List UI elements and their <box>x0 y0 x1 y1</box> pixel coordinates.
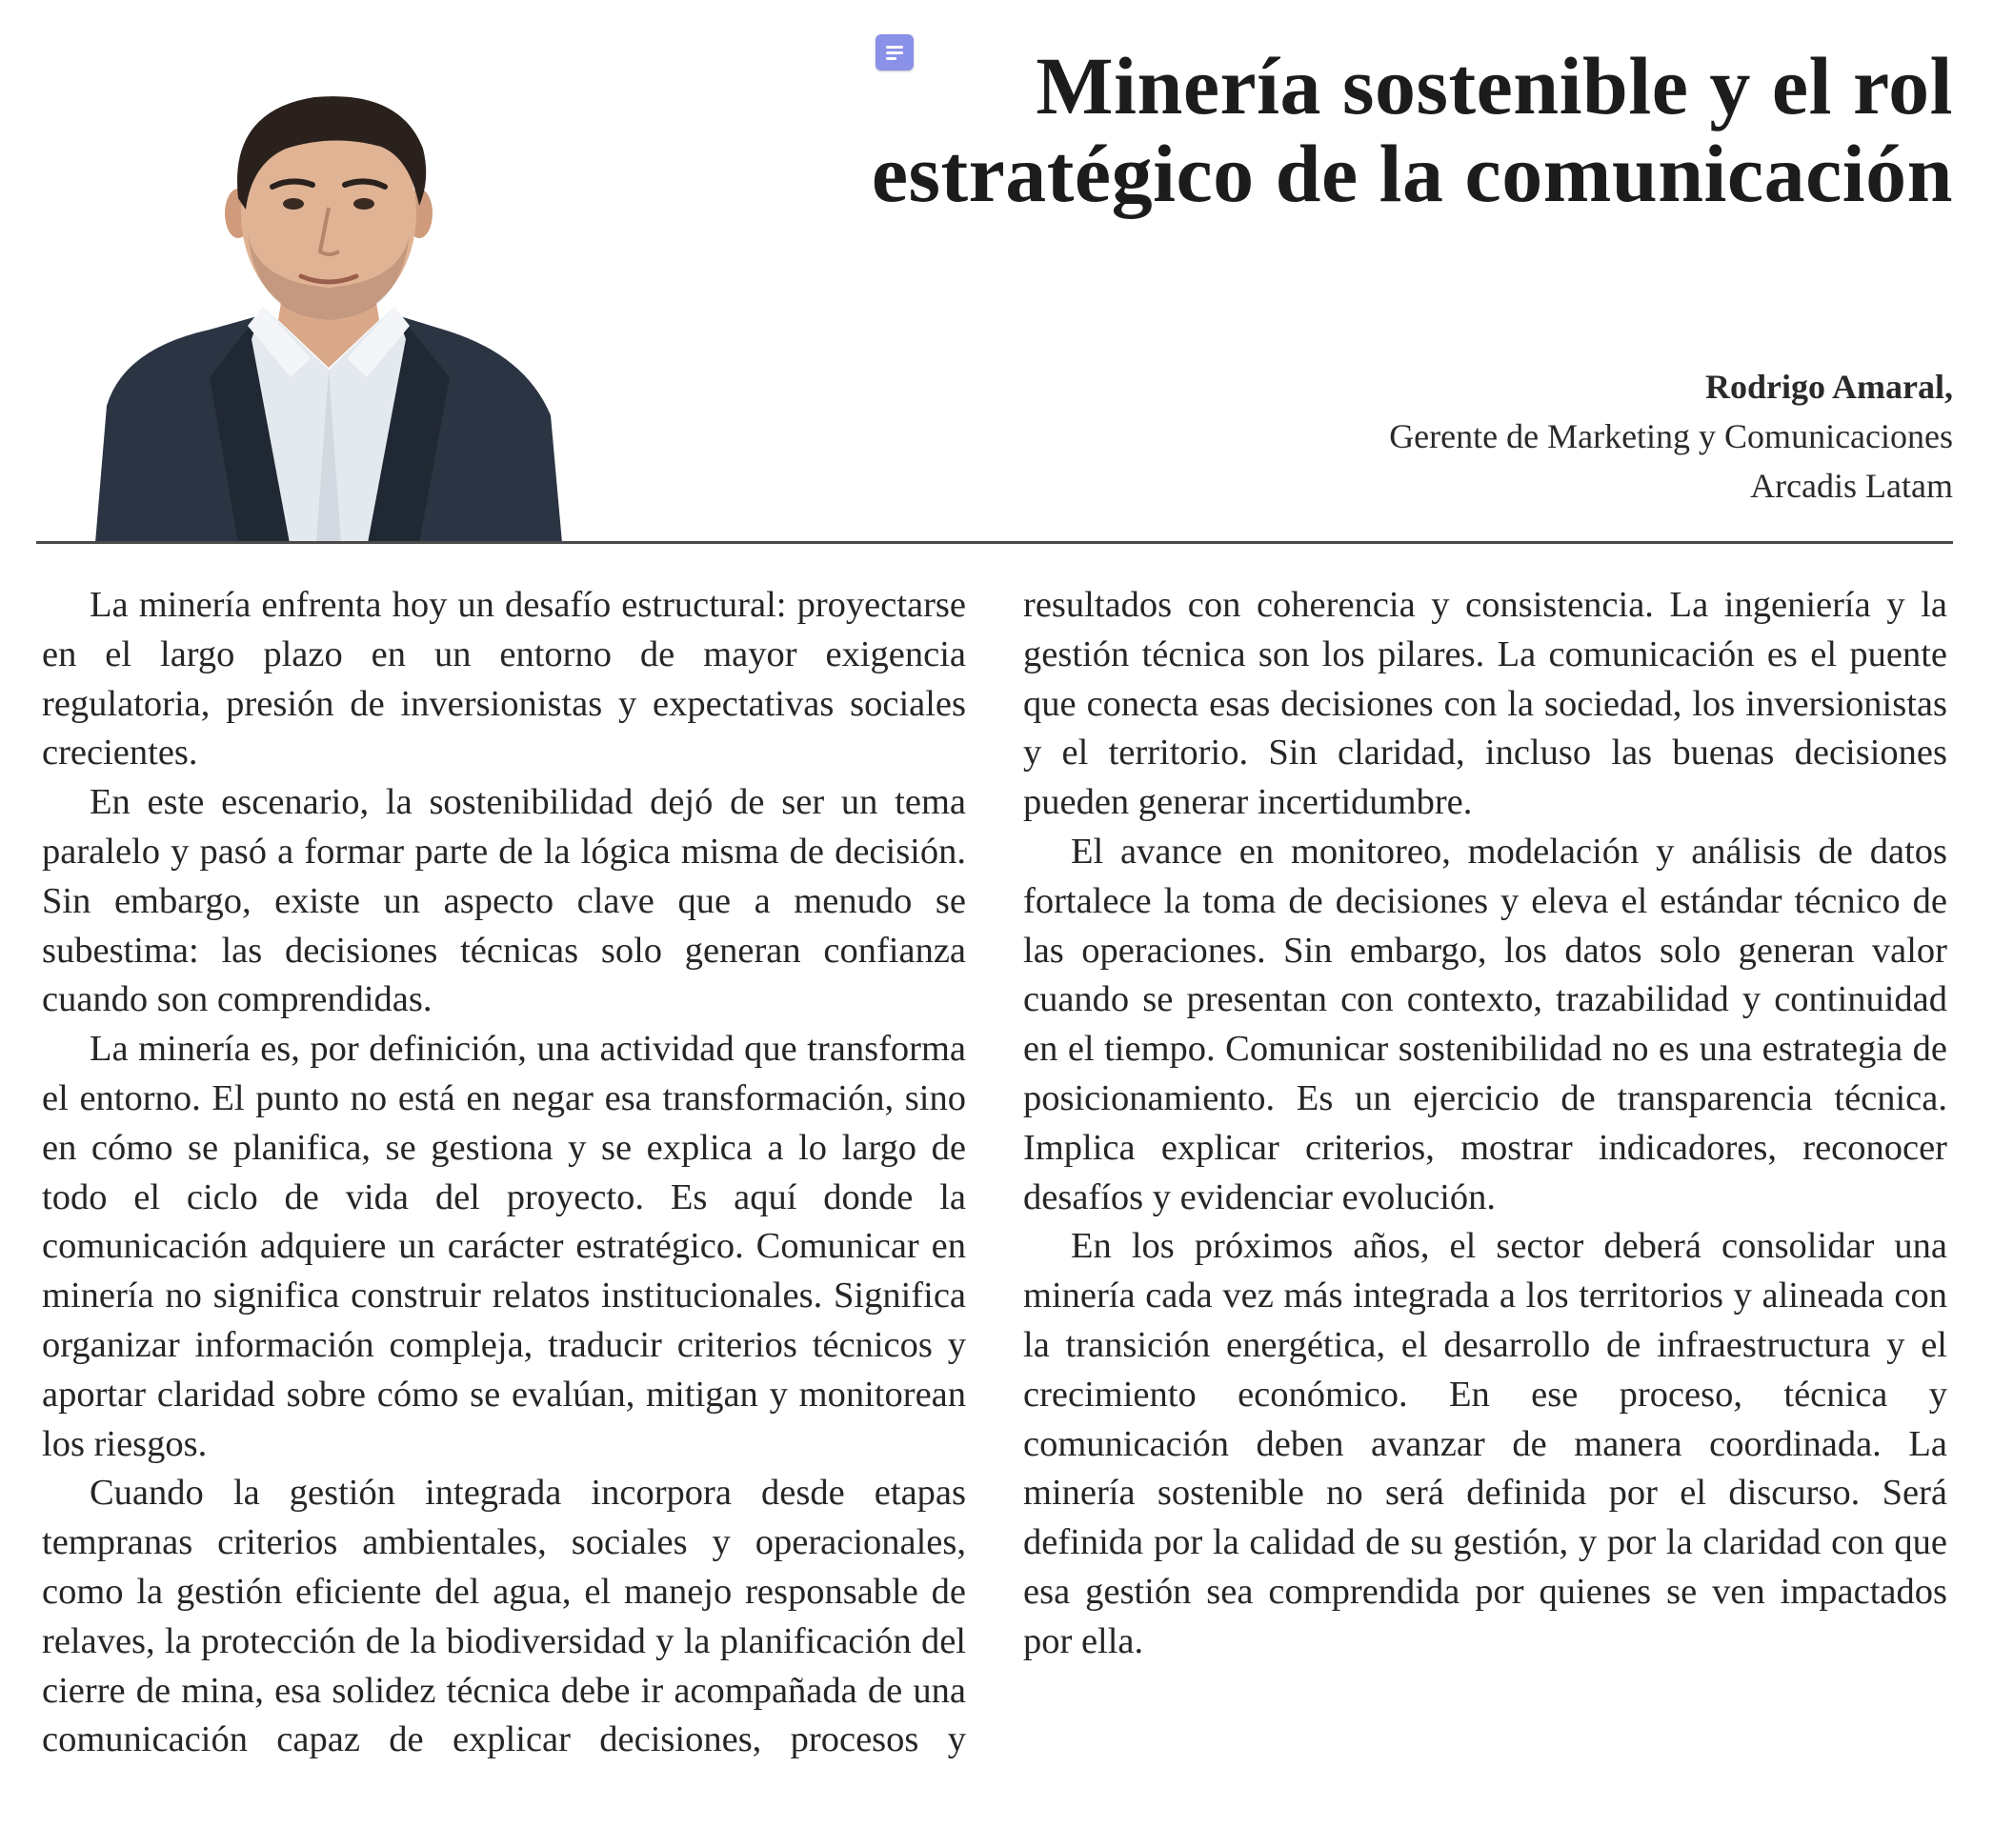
author-name: Rodrigo Amaral, <box>1705 368 1953 406</box>
author-company: Arcadis Latam <box>1750 467 1953 505</box>
body-paragraph: En los próximos años, el sector deberá consolidar una minería cada vez más integrada a los territorios y alineada con la transición energética, el desarrollo de infraestructura y el crecimiento económico. En ese proceso, técnica y comunicación deben avanzar de manera coordinada. La minería sostenible no será definida por el discurso. Será definida por la calidad de su gestión, y por la claridad con que esa gestión sea comprendida por quienes se ven impactados por ella. <box>1023 1226 1947 1661</box>
author-photo <box>95 91 562 543</box>
author-byline <box>1191 362 1953 511</box>
headline-line-1: Minería sostenible y el rol <box>1036 40 1953 131</box>
body-paragraph: La minería es, por definición, una actividad que transforma el entorno. El punto no está en negar esa transformación, sino en cómo se planifica, se gestiona y se explica a lo largo de todo el ciclo de vida del proyecto. Es aquí donde la comunicación adquiere un carácter estratégico. Comunicar en minería no significa construir relatos institucionales. Significa organizar información compleja, traducir criterios técnicos y aportar claridad sobre cómo se evalúan, mitigan y monitorean los riesgos. <box>42 1029 966 1464</box>
body-paragraph: En este escenario, la sostenibilidad dejó de ser un tema paralelo y pasó a formar parte de la lógica misma de decisión. Sin embargo, existe un aspecto clave que a menudo se subestima: las decisiones técnicas solo generan confianza cuando son comprendidas. <box>42 782 966 1020</box>
header-divider <box>36 541 1953 544</box>
body-paragraph: La minería enfrenta hoy un desafío estructural: proyectarse en el largo plazo en un entorno de mayor exigencia regulatoria, presión de inversionistas y expectativas sociales crecientes. <box>42 585 966 773</box>
article-body <box>42 581 1947 1810</box>
headline-line-2: estratégico de la comunicación <box>871 128 1953 219</box>
author-portrait <box>95 91 562 543</box>
author-role: Gerente de Marketing y Comunicaciones <box>1389 417 1953 455</box>
article-headline <box>848 42 1953 217</box>
body-paragraph: El avance en monitoreo, modelación y análisis de datos fortalece la toma de decisiones y eleva el estándar técnico de las operaciones. Sin embargo, los datos solo generan valor cuando se presentan con contexto, trazabilidad y continuidad en el tiempo. Comunicar sostenibilidad no es una estrategia de posicionamiento. Es un ejercicio de transparencia técnica. Implica explicar criterios, mostrar indicadores, reconocer desafíos y evidenciar evolución. <box>1023 831 1947 1217</box>
body-paragraph: Cuando la gestión integrada incorpora desde etapas tempranas criterios ambientales, sociales y operacionales, como la gestión eficiente del agua, el manejo responsable de relaves, la protección de la biodiversidad y la planificación del cierre de mina, esa solidez técnica debe ir acompañada de una comunicación capaz de explicar decisiones, procesos y resultados con coherencia y consistencia. La ingeniería y la gestión técnica son los pilares. La comunicación es el puente que conecta esas decisiones con la sociedad, los inversionistas y el territorio. Sin claridad, incluso las buenas decisiones pueden generar incertidumbre. <box>42 585 1947 1760</box>
